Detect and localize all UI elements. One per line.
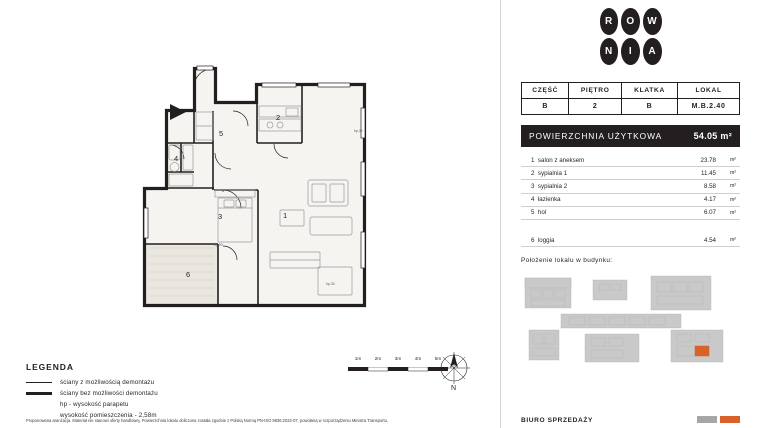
usable-area-value: 54.05 m² [693,131,732,141]
room-name [521,154,680,167]
room-number-1: 1 [283,211,288,220]
header-klatka: KLATKA [621,83,677,99]
table-value-row [522,99,740,115]
keyplan-legend-swatch-grey [697,416,717,423]
room-unit: m² [716,167,740,180]
legend-item [26,401,326,408]
room-name [521,234,680,247]
legend-item-label: hp - wysokość parapetu [60,401,129,408]
room-index: 1 [531,156,535,164]
room-unit: m² [716,180,740,193]
scale-tick: 3m [394,356,402,361]
header-lokal: LOKAL [678,83,740,99]
room-name [521,206,680,219]
room-unit: m² [716,234,740,247]
keyplan-legend [697,416,740,423]
room-label: salon z aneksem [537,156,585,164]
blank-swatch [26,403,52,406]
legend-item [26,390,326,397]
logo-row-bottom [600,38,662,65]
unit-info-table [521,82,740,115]
keyplan-blocks [525,276,723,362]
value-lokal: M.B.2.40 [678,99,740,115]
room-label: loggia [537,236,555,244]
legend-item [26,379,326,386]
building-key-plan [521,272,740,372]
room-unit: m² [716,154,740,167]
logo-letter: W [643,8,662,35]
thin-wall-swatch [26,382,52,383]
blank-swatch [26,414,52,417]
room-area: 4.17 [680,193,716,206]
scale-tick: 2m [374,356,382,361]
table-row [521,154,740,167]
table-row [521,234,740,247]
room-number-5: 5 [219,129,224,138]
room-area: 4.54 [680,234,716,247]
floor-fills [146,70,363,304]
room-name [521,167,680,180]
room-index: 3 [531,182,535,190]
logo-letter: A [643,38,662,65]
room-unit: m² [716,193,740,206]
room-number-6: 6 [186,270,191,279]
scale-tick: 4m [414,356,422,361]
room-area: 23.78 [680,154,716,167]
room-number-2: 2 [276,113,281,122]
table-row [521,206,740,219]
highlighted-unit-marker [695,346,709,356]
usable-area-label: POWIERZCHNIA UŻYTKOWA [529,131,663,141]
table-row [521,180,740,193]
logo-letter: O [621,8,640,35]
usable-area-banner [521,125,740,147]
room-area: 6.07 [680,206,716,219]
room-number-3: 3 [218,212,223,221]
room-label: hol [537,209,547,217]
value-czesc: B [522,99,569,115]
value-klatka: B [621,99,677,115]
room-area: 8.58 [680,180,716,193]
compass-north-label: N [451,385,457,392]
value-pietro: 2 [569,99,622,115]
sales-office-label: BIURO SPRZEDAŻY [521,417,594,424]
room-label: łazienka [537,196,561,204]
svg-text:hp-30: hp-30 [354,129,363,133]
room-area: 11.45 [680,167,716,180]
table-row [521,193,740,206]
room-number-4: 4 [174,154,179,163]
room-index: 6 [531,236,535,244]
header-pietro: PIĘTRO [569,83,622,99]
legend [26,362,326,423]
room-label: sypialnia 2 [537,182,568,190]
rooms-table [521,154,740,220]
logo-letter: N [600,38,619,65]
building-position-label: Położenie lokalu w budynku: [521,257,613,265]
extras-table [521,234,740,247]
header-czesc: CZĘŚĆ [522,83,569,99]
keyplan-legend-swatch-accent [720,416,740,423]
compass-rose [432,348,476,392]
table-row [521,167,740,180]
svg-text:hp-30: hp-30 [326,282,335,286]
room-name [521,180,680,193]
info-panel [501,0,760,428]
footer-disclaimer: Proponowana aranżacja. Materiał nie stanowi oferty handlowej. Powierzchnia lokalu obliczona została zgodnie z Polską Normą PN-ISO 9836:2022-07, powołaną w rozporządzeniu Ministra Transportu, [26,418,389,423]
scale-tick: 1m [354,356,362,361]
legend-title: LEGENDA [26,362,74,372]
thick-wall-swatch [26,392,52,395]
room-unit: m² [716,206,740,219]
room-index: 4 [531,196,535,204]
svg-text:hp-90: hp-90 [214,243,223,247]
logo-letter: R [600,8,619,35]
room-index: 2 [531,169,535,177]
room-label: sypialnia 1 [537,169,568,177]
floorplan-drawing [18,12,480,342]
table-header-row [522,83,740,99]
legend-item-label: ściany z możliwością demontażu [60,379,155,386]
legend-item-label: ściany bez możliwości demontażu [60,390,158,397]
scale-tick: 5m [434,356,442,361]
brand-logo [600,8,662,70]
legend-item-label: wysokość pomieszczenia - 2,58m [60,412,157,419]
logo-row-top [600,8,662,35]
logo-letter: I [621,38,640,65]
room-name [521,193,680,206]
room-index: 5 [531,209,535,217]
